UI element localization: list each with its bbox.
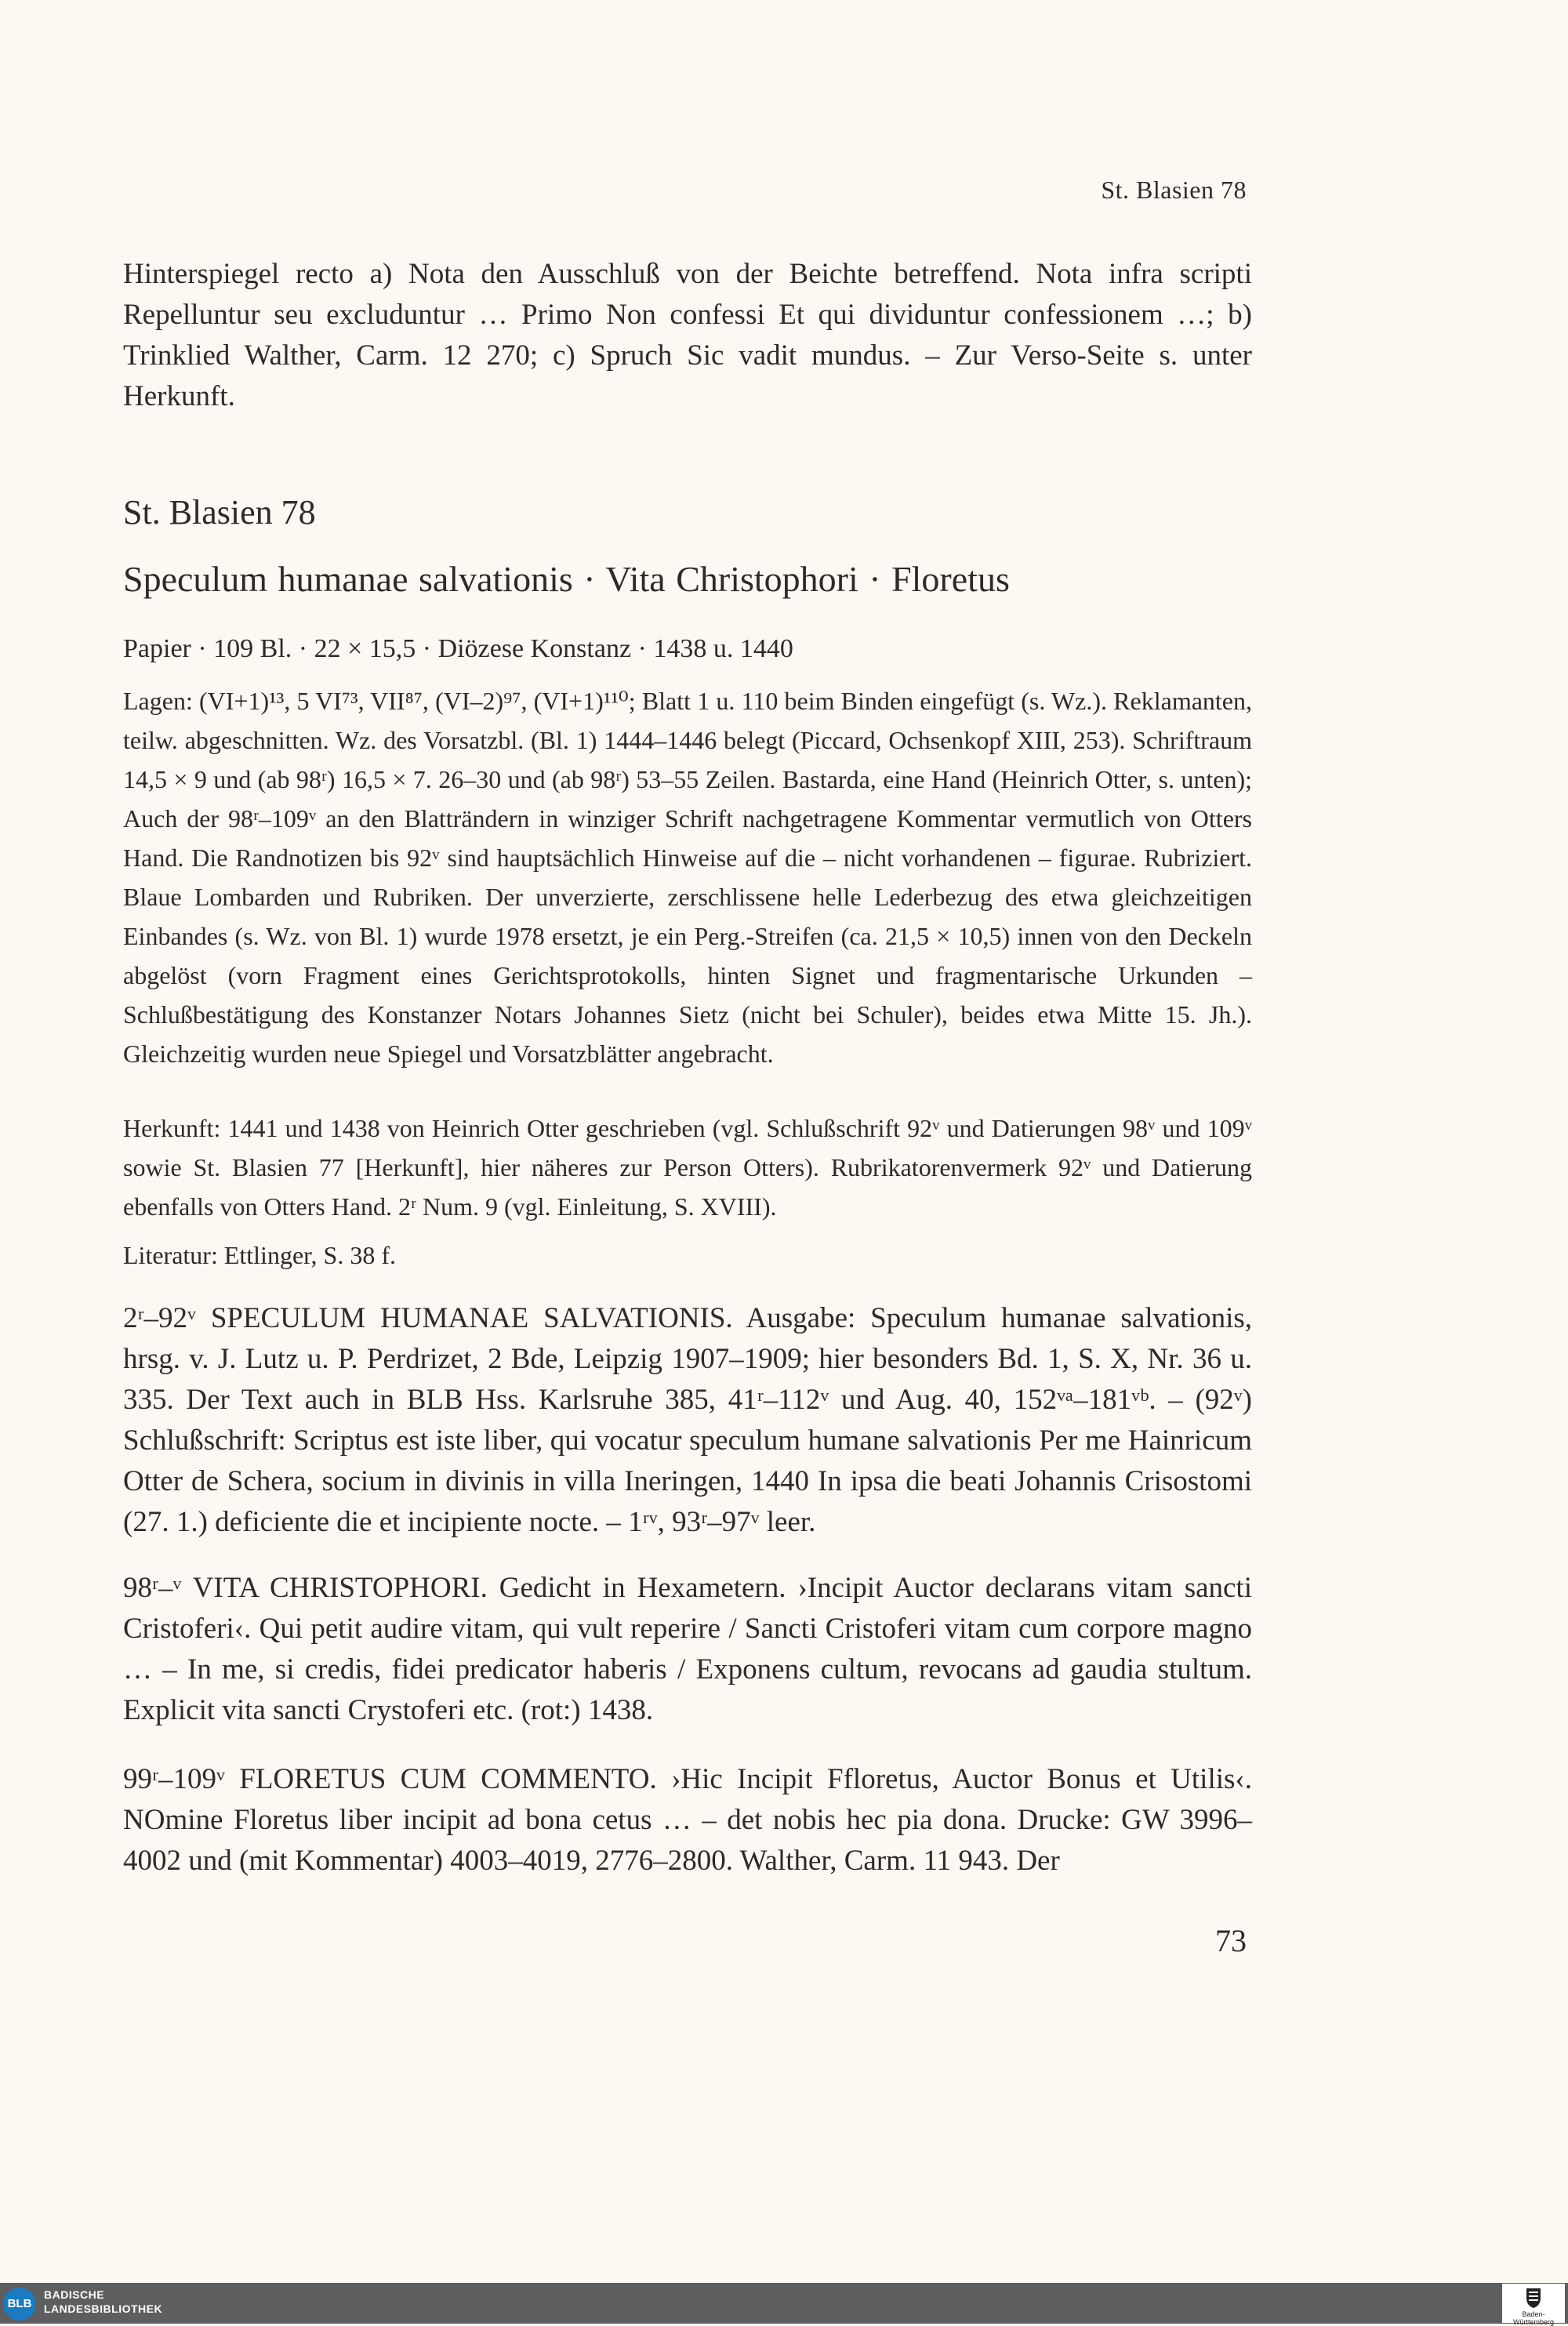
section-paragraph: 2ʳ–92ᵛ SPECULUM HUMANAE SALVATIONIS. Ausgabe: Speculum humanae salvationis, hrsg. v. J. Lutz u. P. Perdrizet, 2 Bde, Leipzig 1907–1909; hier besonders Bd. 1, S. X, Nr. 36 u. 335. Der Text auch in BLB Hss. Karlsruhe 385, 41ʳ–112ᵛ und Aug. 40, 152ᵛᵃ–181ᵛᵇ. – (92ᵛ) Schlußschrift: Scriptus est iste liber, qui vocatur speculum humane salvationis Per me Hainricum Otter de Schera, socium in divinis in villa Ineringen, 1440 In ipsa die beati Johannis Crisostomi (27. 1.) deficiente die et incipiente nocte. – 1ʳᵛ, 93ʳ–97ᵛ leer.	[123, 1302, 1252, 1538]
previous-entry-continuation	[123, 254, 1252, 417]
library-name-line-1: BADISCHE	[44, 2288, 105, 2301]
meta-line-block	[123, 630, 1252, 668]
manuscript-meta: Papier · 109 Bl. · 22 × 15,5 · Diözese Konstanz · 1438 u. 1440	[123, 634, 793, 663]
library-name	[44, 2288, 185, 2316]
section-paragraph: 99ʳ–109ᵛ FLORETUS CUM COMMENTO. ›Hic Incipit Ffloretus, Auctor Bonus et Utilis‹. NOmine Floretus liber incipit ad bona cetus … – det nobis hec pia dona. Drucke: GW 3996–4002 und (mit Kommentar) 4003–4019, 2776–2800. Walther, Carm. 11 943. Der	[123, 1763, 1252, 1877]
herkunft-block	[123, 1109, 1252, 1226]
lagen-paragraph: Lagen: (VI+1)¹³, 5 VI⁷³, VII⁸⁷, (VI–2)⁹⁷, (VI+1)¹¹⁰; Blatt 1 u. 110 beim Binden eingefügt (s. Wz.). Reklamanten, teilw. abgeschnitten. Wz. des Vorsatzbl. (Bl. 1) 1444–1446 belegt (Piccard, Ochsenkopf XIII, 253). Schriftraum 14,5 × 9 und (ab 98ʳ) 16,5 × 7. 26–30 und (ab 98ʳ) 53–55 Zeilen. Bastarda, eine Hand (Heinrich Otter, s. unten); Auch der 98ʳ–109ᵛ an den Blatträndern in winziger Schrift nachgetragene Kommentar vermutlich von Otters Hand. Die Randnotizen bis 92ᵛ sind hauptsächlich Hinweise auf die – nicht vorhandenen – figurae. Rubriziert. Blaue Lombarden und Rubriken. Der unverzierte, zerschlissene helle Lederbezug des etwa gleichzeitigen Einbandes (s. Wz. von Bl. 1) wurde 1978 ersetzt, je ein Perg.-Streifen (ca. 21,5 × 10,5) innen von den Deckeln abgelöst (vorn Fragment eines Gerichtsprotokolls, hinten Signet und fragmentarische Urkunden – Schlußbestätigung des Konstanzer Notars Johannes Sietz (nicht bei Schuler), beides etwa Mitte 15. Jh.). Gleichzeitig wurden neue Spiegel und Vorsatzblätter angebracht.	[123, 687, 1252, 1068]
literatur-paragraph: Literatur: Ettlinger, S. 38 f.	[123, 1241, 396, 1269]
sponsor-label: Baden-Württemberg	[1512, 2310, 1554, 2326]
shelfmark-heading: St. Blasien 78	[123, 493, 316, 532]
shelfmark-heading-block	[123, 489, 1252, 536]
floretus-section	[123, 1759, 1252, 1881]
manuscript-title: Speculum humanae salvationis · Vita Christophori · Floretus	[123, 559, 1010, 599]
vita-christophori-section	[123, 1568, 1252, 1731]
coat-of-arms-icon	[1525, 2285, 1542, 2309]
library-name-line-2: LANDESBIBLIOTHEK	[44, 2302, 163, 2315]
blb-logo-icon: BLB	[3, 2288, 36, 2321]
herkunft-paragraph: Herkunft: 1441 und 1438 von Heinrich Otter geschrieben (vgl. Schlußschrift 92ᵛ und Datierungen 98ᵛ und 109ᵛ sowie St. Blasien 77 [Herkunft], hier näheres zur Person Otters). Rubrikatorenvermerk 92ᵛ und Datierung ebenfalls von Otters Hand. 2ʳ Num. 9 (vgl. Einleitung, S. XVIII).	[123, 1114, 1252, 1221]
lagen-block	[123, 681, 1252, 1073]
footer-bar	[0, 2283, 1568, 2324]
literatur-block	[123, 1236, 1252, 1275]
title-heading-block	[123, 555, 1252, 604]
hinterspiegel-paragraph: Hinterspiegel recto a) Nota den Ausschluß von der Beichte betreffend. Nota infra scripti Repelluntur seu excluduntur … Primo Non confessi Et qui dividuntur confessionem …; b) Trinklied Walther, Carm. 12 270; c) Spruch Sic vadit mundus. – Zur Verso-Seite s. unter Herkunft.	[123, 258, 1252, 412]
page-number: 73	[1215, 1923, 1247, 1958]
speculum-section	[123, 1298, 1252, 1543]
running-head: St. Blasien 78	[1101, 176, 1247, 204]
sponsor-badge	[1502, 2284, 1565, 2326]
section-paragraph: 98ʳ–ᵛ VITA CHRISTOPHORI. Gedicht in Hexametern. ›Incipit Auctor declarans vitam sancti Cristoferi‹. Qui petit audire vitam, qui vult reperire / Sancti Cristoferi vitam cum corpore magno … – In me, si credis, fidei predicator haberis / Exponens cultum, revocans ad gaudia stultum. Explicit vita sancti Crystoferi etc. (rot:) 1438.	[123, 1572, 1252, 1726]
